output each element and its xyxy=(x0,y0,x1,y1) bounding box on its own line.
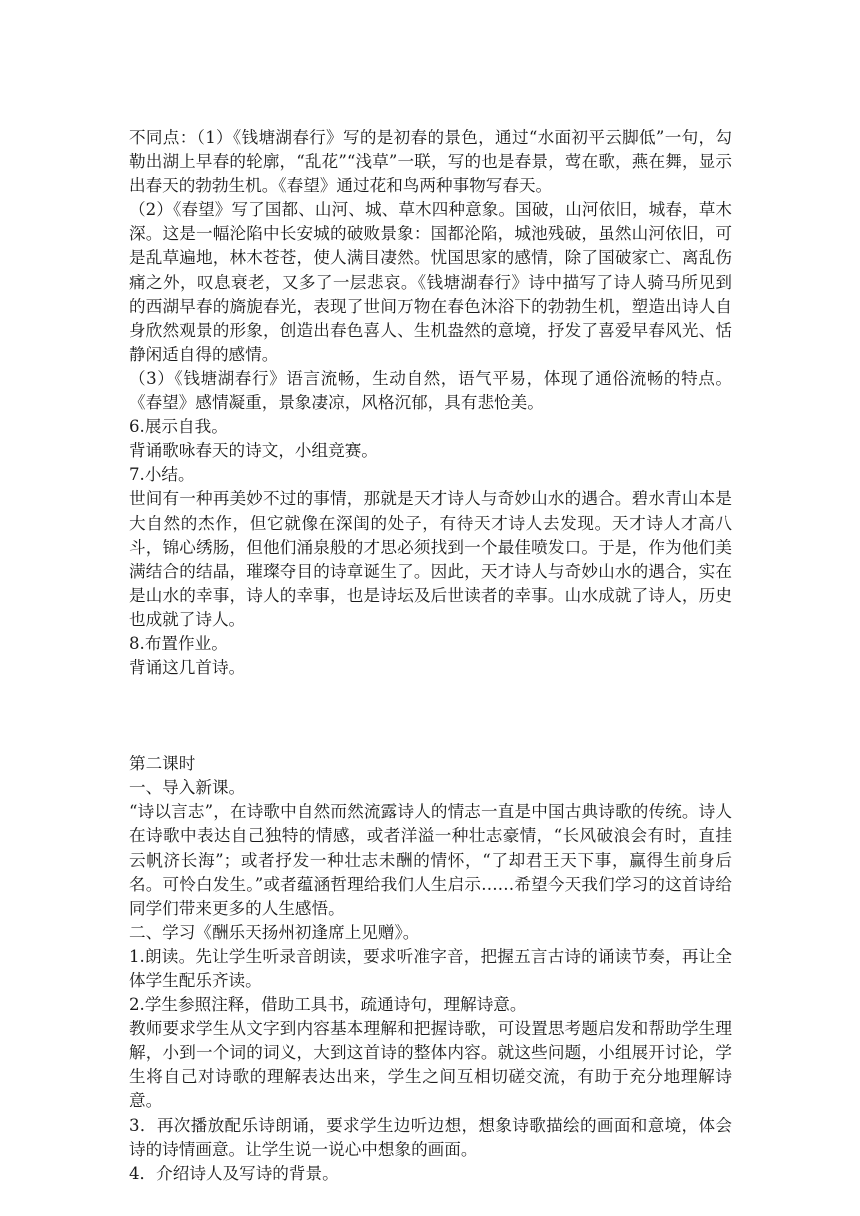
paragraph-step-1: 1.朗读。先让学生听录音朗读，要求听准字音，把握五言古诗的诵读节奏，再让全体学生配乐齐读。 xyxy=(129,946,732,990)
lesson-two-section xyxy=(129,752,732,1186)
paragraph-step-2: 2.学生参照注释，借助工具书，疏通诗句，理解诗意。 xyxy=(129,995,527,1015)
paragraph-step-4: 4．介绍诗人及写诗的背景。 xyxy=(129,1163,339,1183)
paragraph-teacher-guidance: 教师要求学生从文字到内容基本理解和把握诗歌，可设置思考题启发和帮助学生理解，小到一个词的词义，大到这首诗的整体内容。就这些问题，小组展开讨论，学生将自己对诗歌的理解表达出来，学生之间互相切磋交流，有助于充分地理解诗意。 xyxy=(129,1019,732,1111)
paragraph-differences-2: （2）《春望》写了国都、山河、城、草木四种意象。国破，山河依旧，城春，草木深。这是一幅沦陷中长安城的破败景象：国都沦陷，城池残破，虽然山河依旧，可是乱草遍地，林木苍苍，使人满目凄然。忧国思家的感情，除了国破家亡、离乱伤痛之外，叹息衰老，又多了一层悲哀。《钱塘湖春行》诗中描写了诗人骑马所见到的西湖早春的旖旎春光，表现了世间万物在春色沐浴下的勃勃生机，塑造出诗人自身欣然观景的形象，创造出春色喜人、生机盎然的意境，抒发了喜爱早春风光、恬静闲适自得的感情。 xyxy=(129,200,732,364)
paragraph-step-3: 3．再次播放配乐诗朗诵，要求学生边听边想，想象诗歌描绘的画面和意境，体会诗的诗情画意。让学生说一说心中想象的画面。 xyxy=(129,1115,732,1159)
lesson-one-section xyxy=(129,126,732,680)
paragraph-recite: 背诵歌咏春天的诗文，小组竞赛。 xyxy=(129,441,378,461)
paragraph-differences-1: 不同点：（1）《钱塘湖春行》写的是初春的景色，通过“水面初平云脚低”一句，勾勒出湖上早春的轮廓，“乱花”“浅草”一联，写的也是春景，莺在歌，燕在舞，显示出春天的勃勃生机。《春望》通过花和鸟两种事物写春天。 xyxy=(129,128,732,196)
part-heading-2: 二、学习《酬乐天扬州初逢席上见赠》。 xyxy=(129,922,420,942)
step-heading-7: 7.小结。 xyxy=(129,465,195,485)
paragraph-summary: 世间有一种再美妙不过的事情，那就是天才诗人与奇妙山水的遇合。碧水青山本是大自然的杰作，但它就像在深闺的处子，有待天才诗人去发现。天才诗人才高八斗，锦心绣肠，但他们涌泉般的才思必须找到一个最佳喷发口。于是，作为他们美满结合的结晶，璀璨夺目的诗章诞生了。因此，天才诗人与奇妙山水的遇合，实在是山水的幸事，诗人的幸事，也是诗坛及后世读者的幸事。山水成就了诗人，历史也成就了诗人。 xyxy=(129,489,732,629)
section-title: 第二课时 xyxy=(129,754,196,774)
step-heading-6: 6.展示自我。 xyxy=(129,417,228,437)
paragraph-homework: 背诵这几首诗。 xyxy=(129,658,246,678)
step-heading-8: 8.布置作业。 xyxy=(129,633,228,653)
section-gap xyxy=(129,680,732,752)
paragraph-introduction: “诗以言志”，在诗歌中自然而然流露诗人的情志一直是中国古典诗歌的传统。诗人在诗歌中表达自己独特的情感，或者洋溢一种壮志豪情，“长风破浪会有时，直挂云帆济长海”；或者抒发一种壮志未酬的情怀，“了却君王天下事，赢得生前身后名。可怜白发生。”或者蕴涵哲理给我们人生启示……希望今天我们学习的这首诗给同学们带来更多的人生感悟。 xyxy=(129,802,732,918)
part-heading-1: 一、导入新课。 xyxy=(129,778,246,798)
paragraph-differences-3: （3）《钱塘湖春行》语言流畅，生动自然，语气平易，体现了通俗流畅的特点。《春望》感情凝重，景象凄凉，风格沉郁，具有悲怆美。 xyxy=(129,368,732,413)
